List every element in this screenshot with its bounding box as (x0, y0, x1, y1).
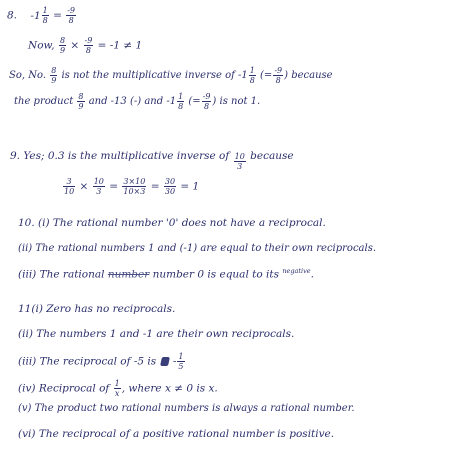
fraction: $\frac{8}{9}$ (78, 92, 84, 111)
q11-vi: (vi) The reciprocal of a positive rational number is positive. (18, 428, 335, 440)
mixed-fraction: -1 $\frac{1}{8}$ (30, 6, 48, 25)
q9-line-1: 9. Yes; 0.3 is the multiplicative inverse of $\frac{10}{3}$ because (10, 150, 294, 171)
struck-word: number (107, 268, 150, 281)
fraction: $\frac{10}{3}$ (234, 152, 245, 171)
q9-number: 9. (10, 150, 21, 162)
q8-number: 8. (7, 9, 18, 22)
superscript-word: negative (282, 267, 311, 275)
fraction: $\frac{-9}{8}$ (67, 6, 76, 25)
fraction: $\frac{10}{3}$ (93, 177, 104, 196)
q11-ii: (ii) The numbers 1 and -1 are their own reciprocals. (18, 328, 295, 340)
ink-blot (160, 357, 170, 366)
fraction: $\frac{3}{10}$ (64, 177, 75, 196)
q8-line-3: So, No. $\frac{8}{9}$ is not the multiplicative inverse of -1 $\frac{1}{8}$ (= $\frac{-9}{8}$ ) because (9, 66, 333, 85)
q10-iii: (iii) The rational number number 0 is equal to its $^{negative}$. (18, 267, 314, 281)
q8-line-2: Now, $\frac{8}{9}$ × $\frac{-9}{8}$ = -1 ≠ 1 (28, 36, 143, 55)
q11-iii: (iii) The reciprocal of -5 is - $\frac{1}{5}$ (18, 352, 184, 371)
fraction: $\frac{1}{8}$ (42, 6, 48, 25)
mixed-fraction: -1 $\frac{1}{8}$ (238, 66, 255, 85)
mixed-fraction: -1 $\frac{1}{8}$ (166, 92, 184, 111)
q11-v: (v) The product two rational numbers is always a rational number. (18, 403, 355, 414)
fraction: $\frac{1}{5}$ (178, 352, 184, 371)
fraction: $\frac{8}{9}$ (59, 36, 66, 55)
q10-i: 10. (i) The rational number '0' does not have a reciprocal. (18, 217, 326, 229)
mixed-fraction (233, 152, 247, 171)
fraction: $\frac{1}{x}$ (114, 379, 120, 398)
q9-line-2: $\frac{3}{10}$ × $\frac{10}{3}$ = $\frac{3\times 10}{10\times 3}$ = $\frac{30}{30}$ = 1 (64, 177, 200, 196)
fraction: $\frac{8}{9}$ (51, 66, 57, 85)
fraction: $\frac{3\times 10}{10\times 3}$ (123, 177, 146, 196)
q10-ii: (ii) The rational numbers 1 and (-1) are equal to their own reciprocals. (18, 243, 377, 254)
fraction: $\frac{30}{30}$ (164, 177, 176, 196)
fraction: $\frac{-9}{8}$ (274, 66, 283, 85)
q8-line-4: the product $\frac{8}{9}$ and -13 (-) and -1 $\frac{1}{8}$ (= $\frac{-9}{8}$ ) is not 1. (14, 92, 261, 111)
q11-i: 11(i) Zero has no reciprocals. (18, 303, 176, 315)
fraction: $\frac{-9}{8}$ (84, 36, 93, 55)
q11-iv: (iv) Reciprocal of $\frac{1}{x}$ , where x ≠ 0 is x. (18, 379, 218, 398)
fraction: $\frac{-9}{8}$ (202, 92, 211, 111)
q8-line-1: 8. -1 $\frac{1}{8}$ = $\frac{-9}{8}$ (7, 6, 76, 25)
